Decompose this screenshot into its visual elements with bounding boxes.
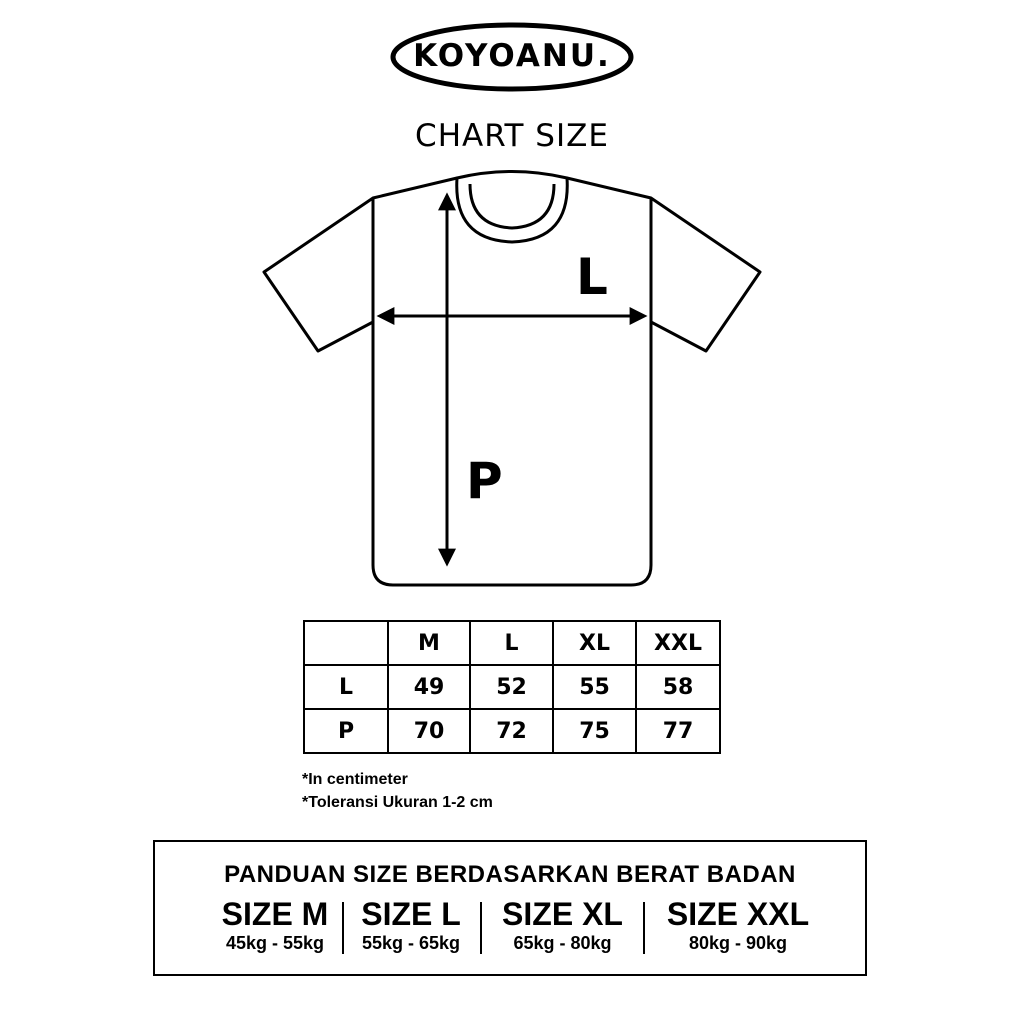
guide-title: PANDUAN SIZE BERDASARKAN BERAT BADAN: [224, 861, 796, 888]
guide-separator: [643, 902, 645, 954]
row-label: P: [304, 709, 388, 753]
header-cell-m: M: [388, 621, 470, 665]
size-table: [303, 620, 721, 754]
table-cell: 52: [470, 665, 553, 709]
guide-size-label: SIZE L: [361, 896, 461, 932]
guide-separator: [342, 902, 344, 954]
table-row: [304, 665, 720, 709]
guide-size-m: [205, 896, 345, 954]
guide-weight-range: 45kg - 55kg: [225, 933, 325, 953]
guide-size-l: [350, 896, 472, 954]
table-cell: 75: [553, 709, 636, 753]
table-cell: 72: [470, 709, 553, 753]
logo-text: KOYOANU.: [413, 38, 611, 74]
length-label: P: [466, 452, 503, 510]
guide-size-label: SIZE XL: [502, 896, 623, 932]
header-cell-empty: [304, 621, 388, 665]
notes: [302, 768, 493, 814]
guide-size-xxl: [653, 896, 823, 954]
table-cell: 70: [388, 709, 470, 753]
guide-size-xl: [490, 896, 635, 954]
table-cell: 49: [388, 665, 470, 709]
header-cell-l: L: [470, 621, 553, 665]
guide-separator: [480, 902, 482, 954]
table-cell: 58: [636, 665, 720, 709]
row-label: L: [304, 665, 388, 709]
shirt-outline: [264, 178, 760, 585]
table-row: [304, 709, 720, 753]
header-cell-xxl: XXL: [636, 621, 720, 665]
table-cell: 55: [553, 665, 636, 709]
weight-guide-box: [153, 840, 867, 976]
guide-weight-range: 55kg - 65kg: [361, 933, 461, 953]
guide-size-label: SIZE XXL: [666, 896, 810, 932]
table-header-row: [304, 621, 720, 665]
guide-size-label: SIZE M: [221, 896, 329, 932]
table-cell: 77: [636, 709, 720, 753]
note-tolerance: *Toleransi Ukuran 1-2 cm: [302, 794, 493, 811]
width-label: L: [576, 248, 608, 306]
note-unit: *In centimeter: [302, 771, 408, 788]
page-title: CHART SIZE: [415, 118, 609, 154]
header-cell-xl: XL: [553, 621, 636, 665]
guide-weight-range: 80kg - 90kg: [688, 933, 788, 953]
guide-weight-range: 65kg - 80kg: [513, 933, 612, 953]
